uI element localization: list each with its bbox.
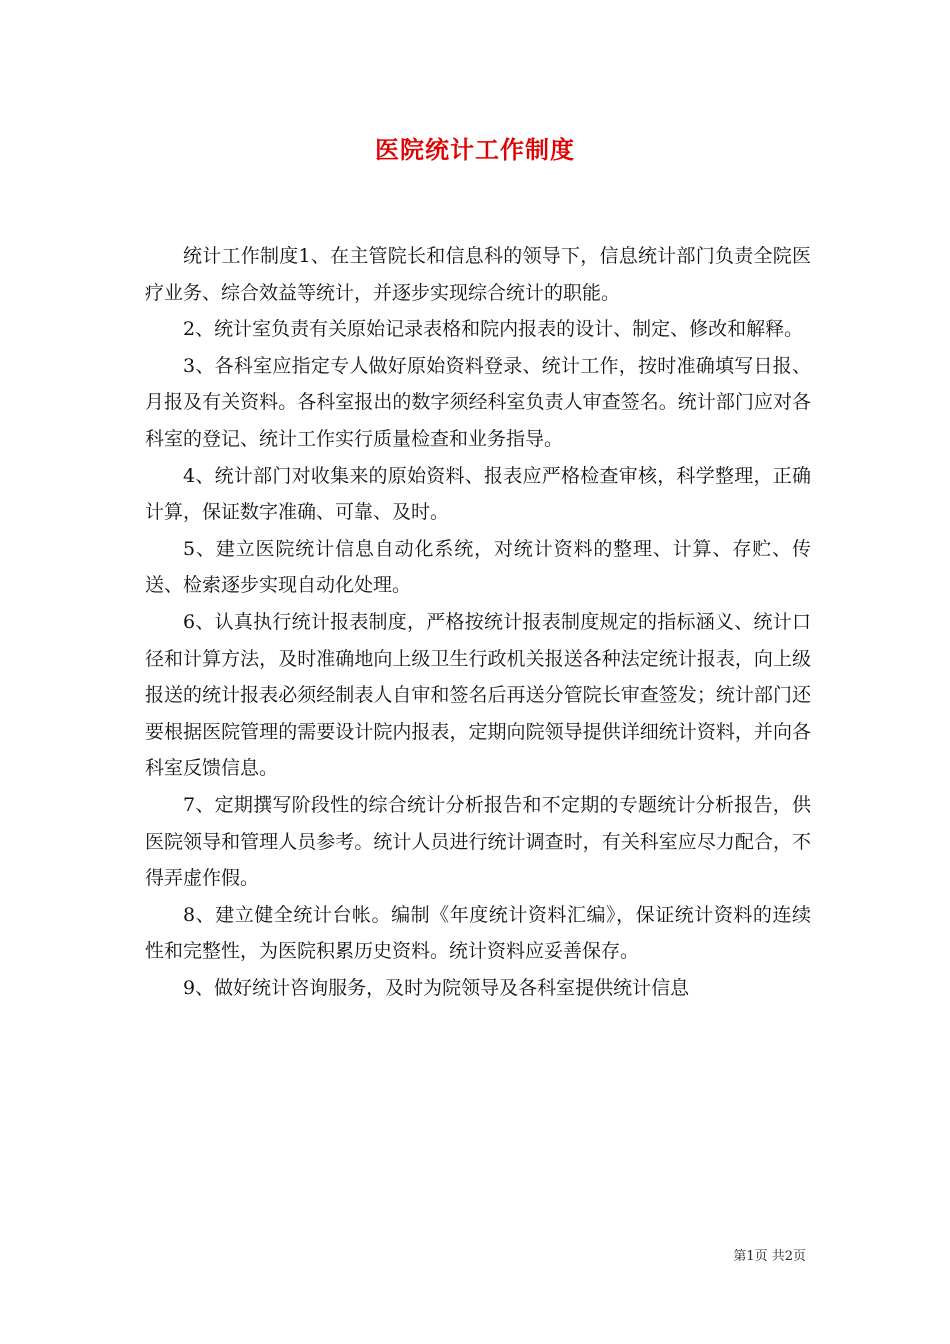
document-body — [145, 238, 811, 1006]
paragraph-3: 3、各科室应指定专人做好原始资料登录、统计工作，按时准确填写日报、月报及有关资料。各科室报出的数字须经科室负责人审查签名。统计部门应对各科室的登记、统计工作实行质量检查和业务指导。 — [145, 354, 811, 450]
paragraph-7: 7、定期撰写阶段性的综合统计分析报告和不定期的专题统计分析报告，供医院领导和管理人员参考。统计人员进行统计调查时，有关科室应尽力配合，不得弄虚作假。 — [145, 793, 811, 890]
document-title: 医院统计工作制度 — [375, 135, 575, 164]
page-number-footer: 第1页 共2页 — [733, 1249, 806, 1264]
paragraph-9: 9、做好统计咨询服务，及时为院领导及各科室提供统计信息 — [183, 976, 690, 999]
paragraph-5: 5、建立医院统计信息自动化系统，对统计资料的整理、计算、存贮、传送、检索逐步实现自动化处理。 — [145, 537, 811, 597]
paragraph-1: 统计工作制度1、在主管院长和信息科的领导下，信息统计部门负责全院医疗业务、综合效益等统计，并逐步实现综合统计的职能。 — [145, 245, 811, 304]
paragraph-4: 4、统计部门对收集来的原始资料、报表应严格检查审核，科学整理，正确计算，保证数字准确、可靠、及时。 — [145, 464, 811, 524]
paragraph-2: 2、统计室负责有关原始记录表格和院内报表的设计、制定、修改和解释。 — [183, 318, 804, 341]
paragraph-8: 8、建立健全统计台帐。编制《年度统计资料汇编》，保证统计资料的连续性和完整性，为医院积累历史资料。统计资料应妥善保存。 — [145, 903, 811, 963]
paragraph-6: 6、认真执行统计报表制度，严格按统计报表制度规定的指标涵义、统计口径和计算方法，及时准确地向上级卫生行政机关报送各种法定统计报表，向上级报送的统计报表必须经制表人自审和签名后再送分管院长审查签发；统计部门还要根据医院管理的需要设计院内报表，定期向院领导提供详细统计资料，并向各科室反馈信息。 — [145, 610, 811, 780]
